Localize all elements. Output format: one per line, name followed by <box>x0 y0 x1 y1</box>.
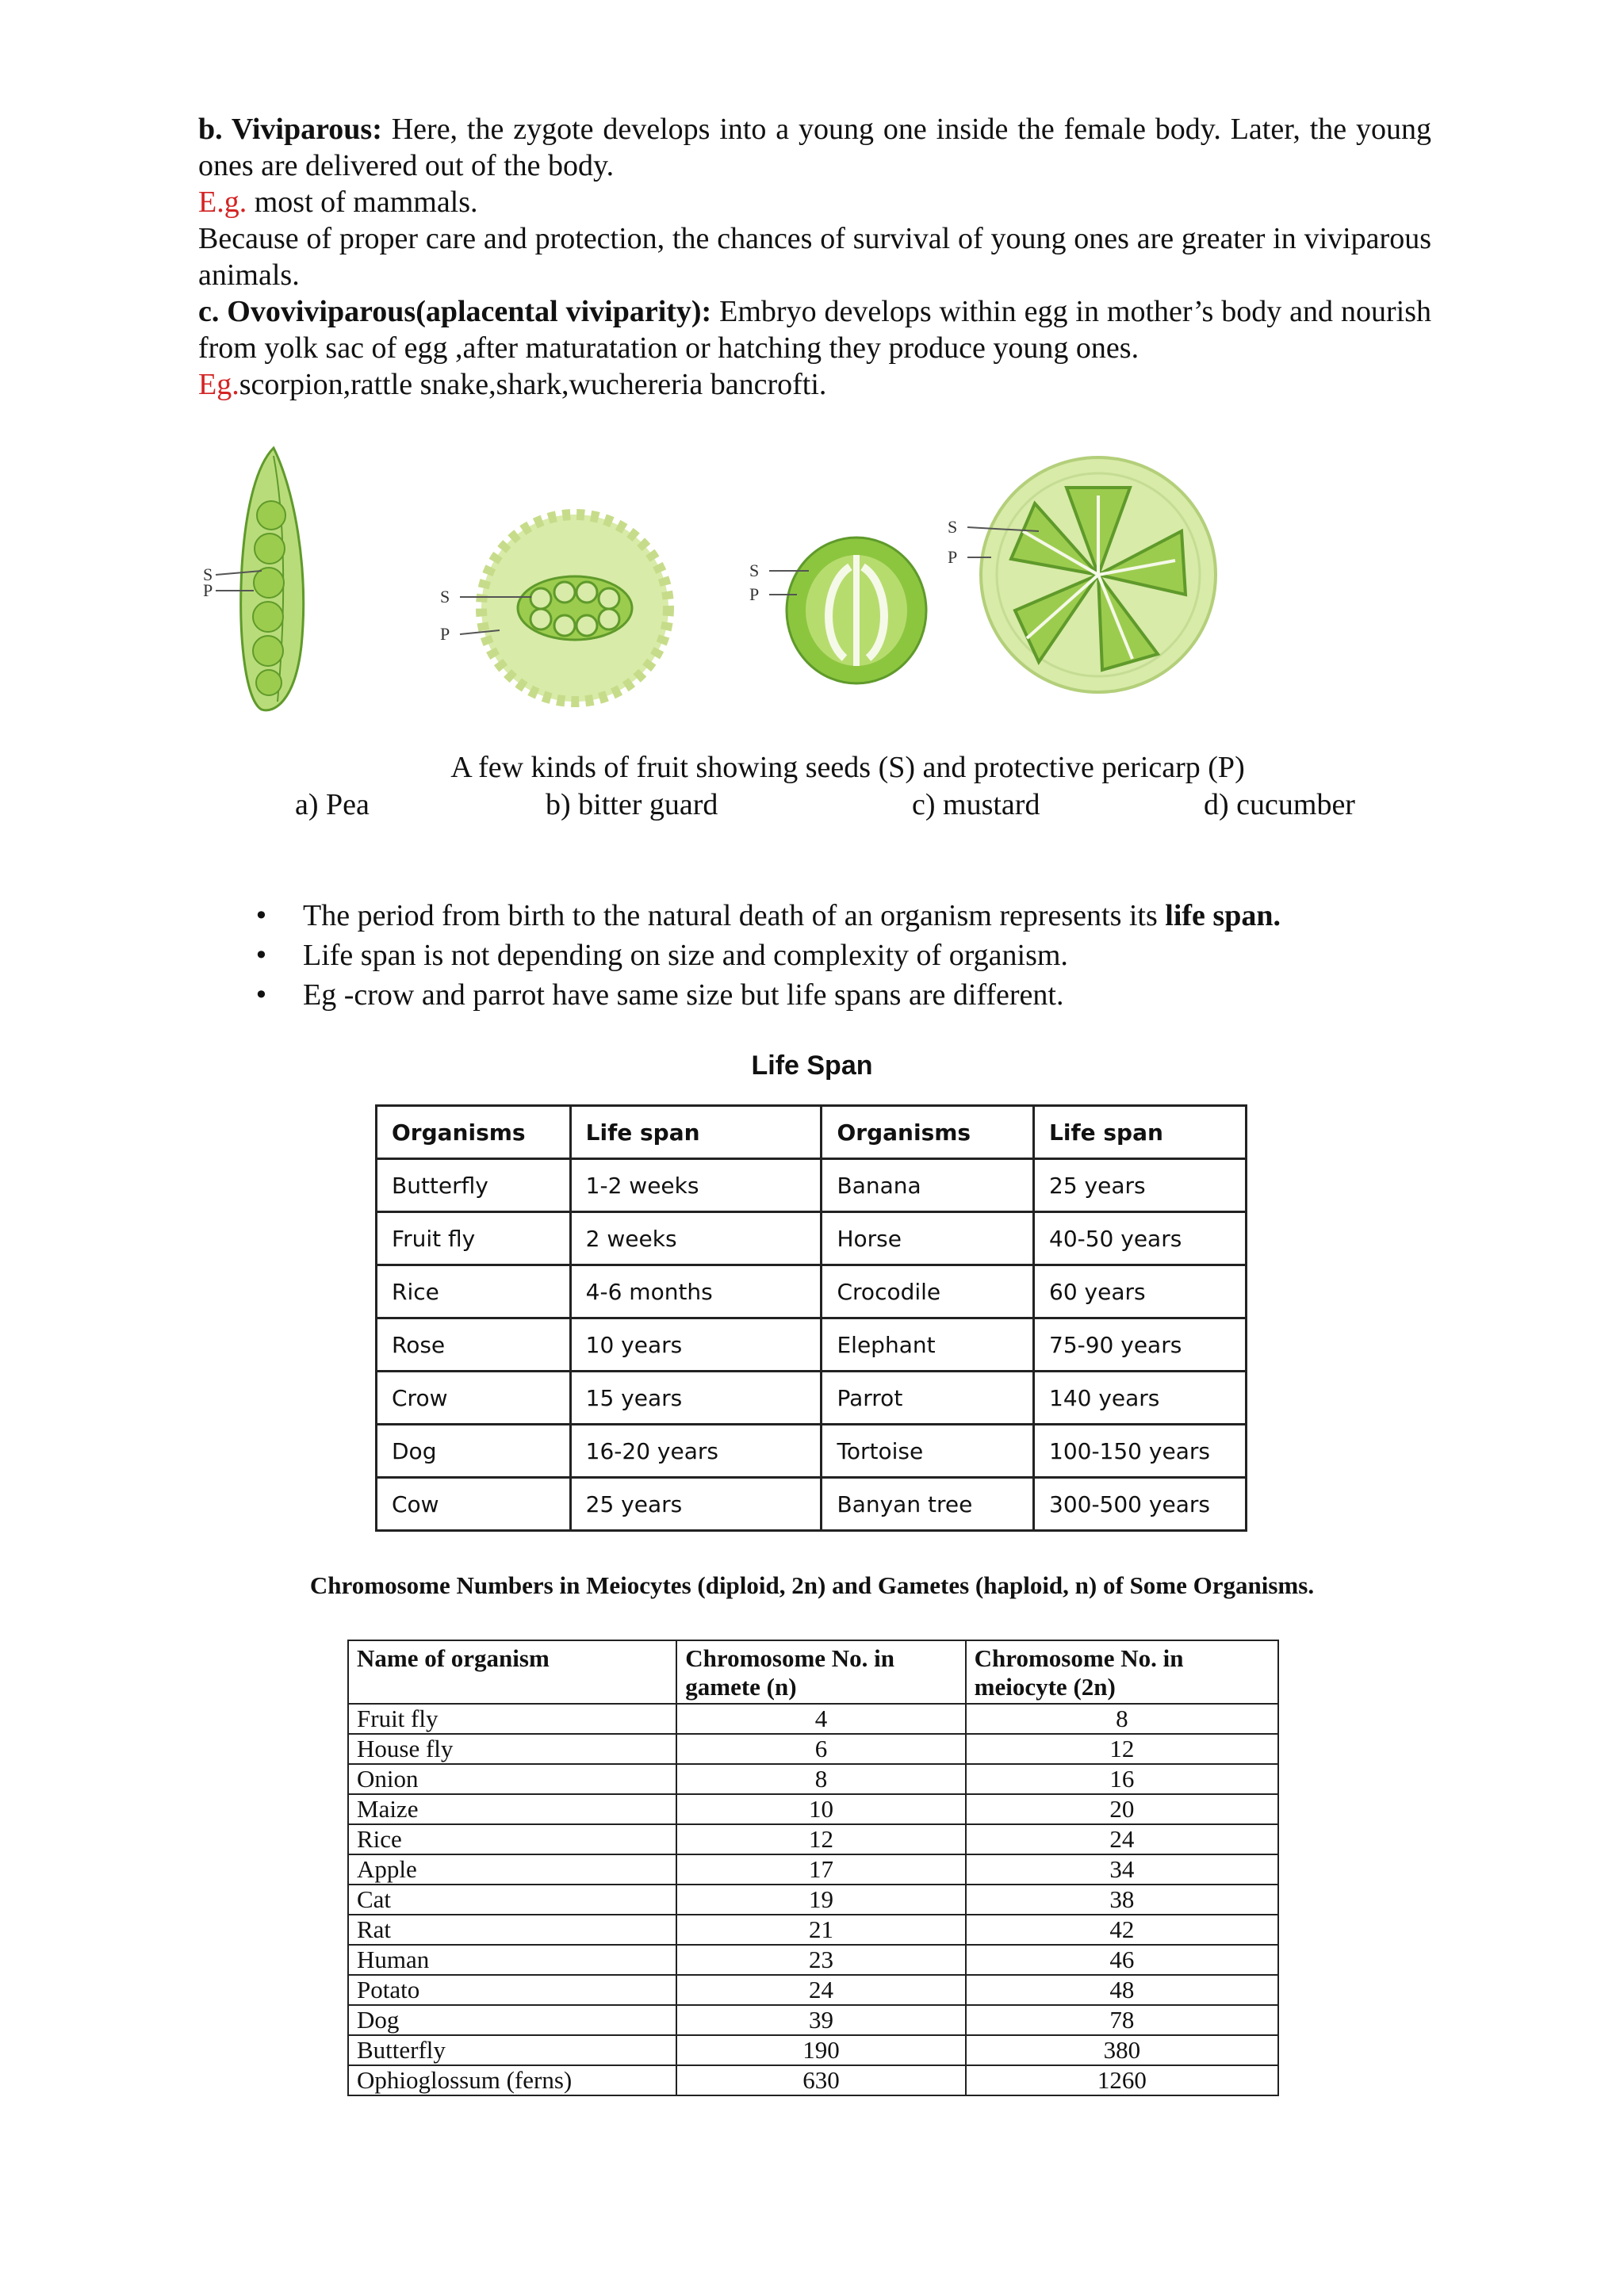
table-cell: 8 <box>676 1764 965 1794</box>
table-cell: Tortoise <box>822 1425 1034 1478</box>
pea-pod-image <box>216 448 304 710</box>
viviparous-eg-text: most of mammals. <box>247 186 478 219</box>
table-row <box>348 2035 1278 2065</box>
cucumber-image <box>967 457 1216 692</box>
bullet-item <box>254 936 1404 975</box>
table-cell: Butterfly <box>377 1159 571 1212</box>
table-cell: Cat <box>348 1885 676 1915</box>
table-cell: Human <box>348 1945 676 1975</box>
table-cell: 15 years <box>570 1372 822 1425</box>
pea-p-label: P <box>203 580 213 600</box>
table-header-row <box>377 1106 1247 1159</box>
table-cell: 75-90 years <box>1034 1318 1247 1372</box>
bullet-1-bold: life span. <box>1165 899 1281 932</box>
table-cell: 46 <box>966 1945 1278 1975</box>
table-cell: 10 years <box>570 1318 822 1372</box>
gourd-p-label: P <box>440 624 450 644</box>
table-cell: Potato <box>348 1975 676 2005</box>
header-cell: Chromosome No. in meiocyte (2n) <box>966 1640 1278 1704</box>
table-row <box>348 2065 1278 2095</box>
viviparous-note <box>198 220 1431 293</box>
table-cell: 8 <box>966 1704 1278 1734</box>
table-row <box>348 1854 1278 1885</box>
table-row <box>348 1975 1278 2005</box>
sublabel-pea: a) Pea <box>295 788 370 821</box>
cucumber-s-label: S <box>948 517 958 537</box>
table-row <box>377 1212 1247 1265</box>
table-cell: Apple <box>348 1854 676 1885</box>
table-cell: 38 <box>966 1885 1278 1915</box>
table-cell: Dog <box>377 1425 571 1478</box>
table-cell: Fruit fly <box>377 1212 571 1265</box>
table-cell: 300-500 years <box>1034 1478 1247 1531</box>
table-row <box>377 1159 1247 1212</box>
table-cell: 25 years <box>570 1478 822 1531</box>
table-cell: 12 <box>676 1824 965 1854</box>
table-cell: 4 <box>676 1704 965 1734</box>
table-cell: 140 years <box>1034 1372 1247 1425</box>
figure-caption: A few kinds of fruit showing seeds (S) and protective pericarp (P) <box>450 751 1245 784</box>
table-cell: 10 <box>676 1794 965 1824</box>
mustard-p-label: P <box>749 584 760 604</box>
header-cell: Name of organism <box>348 1640 676 1704</box>
gourd-s-label: S <box>440 587 450 607</box>
viviparous-heading: b. Viviparous: <box>198 113 382 146</box>
table-cell: 34 <box>966 1854 1278 1885</box>
ovoviviparous-heading: c. Ovoviviparous(aplacental viviparity): <box>198 295 712 328</box>
ovoviviparous-text: Embryo develops within egg in mother’s body and nourish from yolk sac of egg ,after maturatation or hatching they produce young ones. <box>198 295 1431 365</box>
table-cell: Ophioglossum (ferns) <box>348 2065 676 2095</box>
table-cell: 24 <box>676 1975 965 2005</box>
table-cell: Crow <box>377 1372 571 1425</box>
header-cell: Life span <box>570 1106 822 1159</box>
cucumber-p-label: P <box>948 547 958 567</box>
table-row <box>348 1915 1278 1945</box>
table-cell: 190 <box>676 2035 965 2065</box>
table-cell: 16-20 years <box>570 1425 822 1478</box>
table-cell: 4-6 months <box>570 1265 822 1318</box>
table-cell: 23 <box>676 1945 965 1975</box>
pea-s-label: S <box>203 564 213 584</box>
table-cell: Rat <box>348 1915 676 1945</box>
table-cell: 60 years <box>1034 1265 1247 1318</box>
ovoviviparous-paragraph <box>198 293 1431 366</box>
viviparous-note-text: Because of proper care and protection, the chances of survival of young ones are greater in viviparous animals. <box>198 222 1431 292</box>
table-row <box>377 1372 1247 1425</box>
table-cell: 24 <box>966 1824 1278 1854</box>
table-cell: Rice <box>377 1265 571 1318</box>
header-cell: Chromosome No. in gamete (n) <box>676 1640 965 1704</box>
viviparous-example <box>198 184 1431 220</box>
table-cell: 39 <box>676 2005 965 2035</box>
table-cell: 21 <box>676 1915 965 1945</box>
sublabel-mustard: c) mustard <box>912 788 1040 821</box>
table-cell: Horse <box>822 1212 1034 1265</box>
table-row <box>348 1734 1278 1764</box>
table-cell: 48 <box>966 1975 1278 2005</box>
sublabel-bitter-guard: b) bitter guard <box>546 788 718 821</box>
table-cell: Banyan tree <box>822 1478 1034 1531</box>
table-cell: Cow <box>377 1478 571 1531</box>
bitter-gourd-image <box>460 515 668 702</box>
table-row <box>348 1794 1278 1824</box>
table-cell: Parrot <box>822 1372 1034 1425</box>
chromosome-table-title: Chromosome Numbers in Meiocytes (diploid, 2n) and Gametes (haploid, n) of Some Organisms. <box>309 1571 1315 1599</box>
table-cell: 17 <box>676 1854 965 1885</box>
table-cell: 19 <box>676 1885 965 1915</box>
viviparous-text: Here, the zygote develops into a young one inside the female body. Later, the young ones are delivered out of the body. <box>198 113 1432 182</box>
sublabel-cucumber: d) cucumber <box>1204 788 1355 821</box>
table-cell: Fruit fly <box>348 1704 676 1734</box>
table-row <box>377 1478 1247 1531</box>
table-row <box>348 1764 1278 1794</box>
fruit-illustration <box>198 440 1431 741</box>
table-cell: Dog <box>348 2005 676 2035</box>
table-cell: 1260 <box>966 2065 1278 2095</box>
table-row <box>348 1945 1278 1975</box>
bullet-item <box>254 896 1404 936</box>
table-cell: 380 <box>966 2035 1278 2065</box>
table-cell: Rice <box>348 1824 676 1854</box>
viviparous-paragraph <box>198 111 1431 184</box>
table-cell: Butterfly <box>348 2035 676 2065</box>
ovoviviparous-eg-text: scorpion,rattle snake,shark,wuchereria bancrofti. <box>239 368 827 401</box>
bullet-2-text: Life span is not depending on size and complexity of organism. <box>303 939 1068 972</box>
life-span-bullets <box>254 896 1404 1015</box>
table-row <box>348 1824 1278 1854</box>
header-cell: Organisms <box>377 1106 571 1159</box>
table-cell: 40-50 years <box>1034 1212 1247 1265</box>
table-row <box>348 2005 1278 2035</box>
bullet-1-text: The period from birth to the natural death of an organism represents its <box>303 899 1166 932</box>
table-cell: Onion <box>348 1764 676 1794</box>
mustard-image <box>769 538 926 683</box>
table-row <box>377 1425 1247 1478</box>
table-cell: 25 years <box>1034 1159 1247 1212</box>
table-header-row <box>348 1640 1278 1704</box>
table-cell: 12 <box>966 1734 1278 1764</box>
table-cell: Elephant <box>822 1318 1034 1372</box>
table-cell: 20 <box>966 1794 1278 1824</box>
bullet-item <box>254 975 1404 1015</box>
table-cell: House fly <box>348 1734 676 1764</box>
table-row <box>348 1885 1278 1915</box>
table-cell: 42 <box>966 1915 1278 1945</box>
mustard-s-label: S <box>749 561 760 580</box>
life-span-table <box>375 1104 1247 1532</box>
bullet-3-text: Eg -crow and parrot have same size but life spans are different. <box>303 978 1064 1012</box>
table-cell: Maize <box>348 1794 676 1824</box>
ovoviviparous-eg-label: Eg. <box>198 368 239 401</box>
table-row <box>377 1265 1247 1318</box>
viviparous-eg-label: E.g. <box>198 186 247 219</box>
life-span-title: Life Span <box>751 1050 873 1081</box>
table-cell: 2 weeks <box>570 1212 822 1265</box>
table-cell: Crocodile <box>822 1265 1034 1318</box>
table-cell: 630 <box>676 2065 965 2095</box>
header-cell: Organisms <box>822 1106 1034 1159</box>
table-cell: 1-2 weeks <box>570 1159 822 1212</box>
table-row <box>348 1704 1278 1734</box>
table-cell: 16 <box>966 1764 1278 1794</box>
header-cell: Life span <box>1034 1106 1247 1159</box>
table-cell: 100-150 years <box>1034 1425 1247 1478</box>
table-cell: Rose <box>377 1318 571 1372</box>
chromosome-table <box>347 1640 1279 2096</box>
table-cell: Banana <box>822 1159 1034 1212</box>
ovoviviparous-example <box>198 366 1431 403</box>
table-cell: 6 <box>676 1734 965 1764</box>
table-row <box>377 1318 1247 1372</box>
table-cell: 78 <box>966 2005 1278 2035</box>
fruit-figure <box>198 440 1431 741</box>
